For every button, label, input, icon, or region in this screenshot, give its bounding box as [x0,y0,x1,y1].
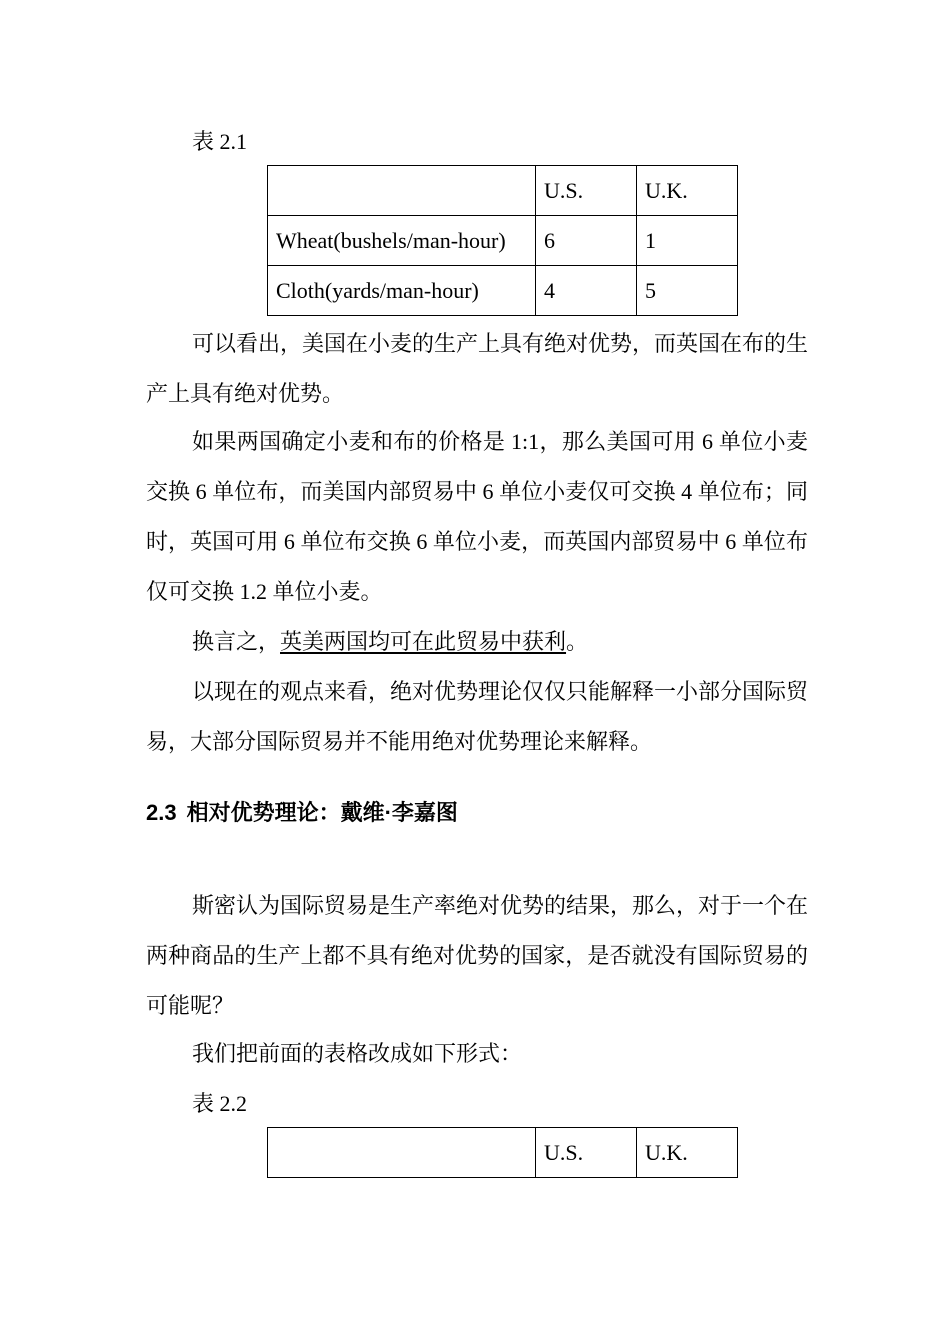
table-header-row [268,166,738,216]
table-header-cell: U.S. [536,166,637,216]
section-title: 相对优势理论：戴维·李嘉图 [186,800,458,825]
table-header-cell: U.S. [536,1128,637,1178]
table-row [268,216,738,266]
paragraph-absolute-advantage: 可以看出，美国在小麦的生产上具有绝对优势，而英国在布的生产上具有绝对优势。 [146,331,809,406]
table-2-1 [267,165,738,316]
table-cell: 6 [536,216,637,266]
table-row [268,266,738,316]
conclusion-suffix: 。 [566,629,589,654]
paragraph-table-intro: 我们把前面的表格改成如下形式： [192,1041,523,1066]
underlined-conclusion: 英美两国均可在此贸易中获利 [280,629,567,654]
table-caption-2-2: 表 2.2 [192,1091,248,1116]
table-header-cell [268,1128,536,1178]
paragraph-price-example: 如果两国确定小麦和布的价格是 1:1，那么美国可用 6 单位小麦交换 6 单位布，而美国内部贸易中 6 单位小麦仅可交换 4 单位布；同时，英国可用 6 单位布交换 6 单位小麦，而英国内部贸易中 6 单位布仅可交换 1.2 单位小麦。 [146,429,808,604]
table-cell: Cloth(yards/man-hour) [268,266,536,316]
section-heading [146,796,458,830]
table-header-cell [268,166,536,216]
table-cell: 1 [637,216,738,266]
table-header-cell: U.K. [637,1128,738,1178]
table-cell: 5 [637,266,738,316]
table-header-cell: U.K. [637,166,738,216]
table-caption-2-1: 表 2.1 [192,129,248,154]
paragraph-modern-view: 以现在的观点来看，绝对优势理论仅仅只能解释一小部分国际贸易，大部分国际贸易并不能用绝对优势理论来解释。 [146,679,809,754]
table-header-row [268,1128,738,1178]
table-2-2 [267,1127,738,1178]
conclusion-prefix: 换言之， [192,629,281,654]
table-cell: 4 [536,266,637,316]
paragraph-smith-question: 斯密认为国际贸易是生产率绝对优势的结果，那么，对于一个在两种商品的生产上都不具有绝对优势的国家，是否就没有国际贸易的可能呢？ [146,893,809,1018]
paragraph-conclusion [146,617,808,667]
table-cell: Wheat(bushels/man-hour) [268,216,536,266]
section-number: 2.3 [146,800,177,825]
